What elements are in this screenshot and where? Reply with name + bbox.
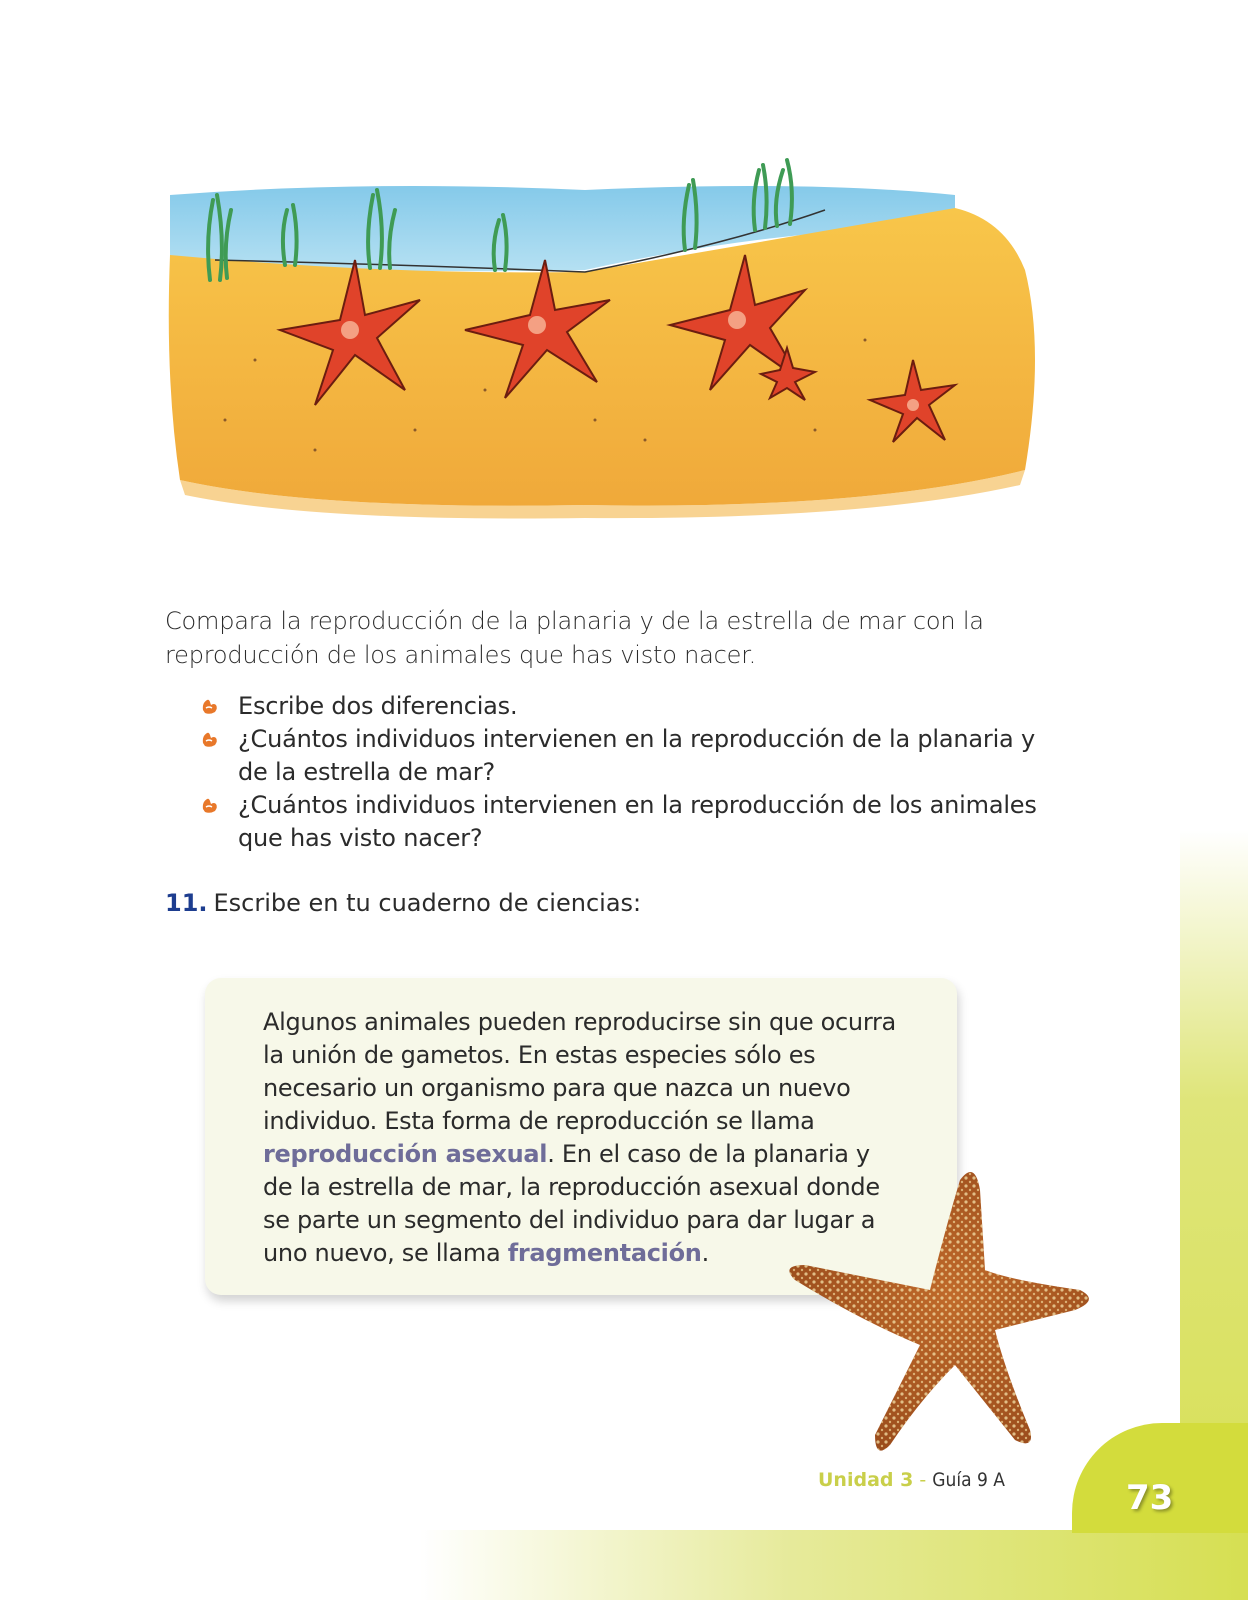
info-text-part: . En el caso de la planaria y de la estrella de mar, la reproducción asexual donde se parte un segmento del individuo para dar lugar a uno nuevo, se llama <box>263 1140 880 1267</box>
page-edge-gradient-bottom <box>420 1530 1248 1600</box>
footer-unit-guide <box>818 1469 1005 1491</box>
list-item <box>200 789 1060 855</box>
bullet-text: ¿Cuántos individuos intervienen en la reproducción de los animales que has visto nacer? <box>238 791 1037 852</box>
bullet-text: Escribe dos diferencias. <box>238 692 518 720</box>
orange-hand-icon <box>200 696 220 716</box>
starfish-photo <box>780 1160 1100 1460</box>
intro-paragraph: Compara la reproducción de la planaria y de la estrella de mar con la reproducción de los animales que has visto nacer. <box>165 607 984 669</box>
term-fragmentacion: fragmentación <box>507 1239 702 1267</box>
footer-unit: Unidad 3 <box>818 1469 914 1491</box>
page-number: 73 <box>1126 1478 1174 1518</box>
question-text: Escribe en tu cuaderno de ciencias: <box>213 889 642 917</box>
orange-hand-icon <box>200 795 220 815</box>
question-11 <box>165 886 641 920</box>
starfish-seabed-illustration <box>165 150 1050 530</box>
question-number: 11. <box>165 889 208 917</box>
info-text-part: Algunos animales pueden reproducirse sin que ocurra la unión de gametos. En estas especies sólo es necesario un organismo para que nazca un nuevo individuo. Esta forma de reproducción se llama <box>263 1008 896 1135</box>
list-item <box>200 723 1060 789</box>
bullet-text: ¿Cuántos individuos intervienen en la reproducción de la planaria y de la estrella de mar? <box>238 725 1035 786</box>
info-text-part: . <box>701 1239 709 1267</box>
footer-separator: - <box>913 1469 933 1491</box>
term-reproduccion-asexual: reproducción asexual <box>263 1140 548 1168</box>
orange-hand-icon <box>200 729 220 749</box>
question-bullet-list <box>200 690 1060 855</box>
footer-guide: Guía 9 A <box>932 1469 1005 1491</box>
list-item <box>200 690 1060 723</box>
